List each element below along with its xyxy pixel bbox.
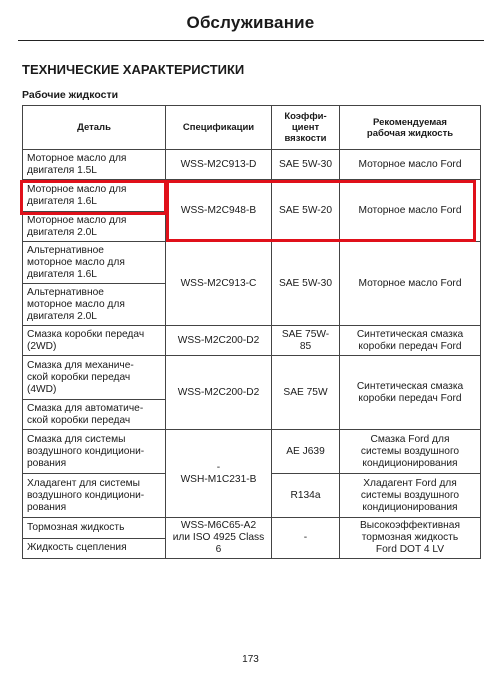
cell-part: Альтернативное моторное масло для двигателя 1.6L (23, 242, 166, 284)
cell-viscosity: R134a (272, 474, 340, 518)
table-row (23, 180, 481, 212)
table-row (23, 150, 481, 180)
table-row (23, 430, 481, 474)
cell-fluid: Высокоэффективная тормозная жидкость Ford DOT 4 LV (340, 518, 481, 559)
table-row (23, 242, 481, 284)
cell-fluid: Моторное масло Ford (340, 242, 481, 326)
cell-spec: WSS-M2C913-D (166, 150, 272, 180)
header-fluid: Рекомендуемая рабочая жидкость (340, 106, 481, 150)
fluids-table (22, 105, 481, 559)
cell-fluid: Смазка Ford для системы воздушного кондиционирования (340, 430, 481, 474)
cell-spec: WSS-M2C948-B (166, 180, 272, 242)
cell-fluid: Синтетическая смазка коробки передач Ford (340, 356, 481, 430)
header-spec: Спецификации (166, 106, 272, 150)
subsection-heading: Рабочие жидкости (22, 89, 119, 101)
cell-spec: - WSH-M1C231-B (166, 430, 272, 518)
table-header-row (23, 106, 481, 150)
cell-part: Моторное масло для двигателя 1.5L (23, 150, 166, 180)
cell-viscosity: SAE 75W- 85 (272, 326, 340, 356)
section-heading: ТЕХНИЧЕСКИЕ ХАРАКТЕРИСТИКИ (22, 62, 245, 77)
cell-spec: WSS-M2C913-C (166, 242, 272, 326)
title-divider (18, 40, 484, 41)
cell-part: Хладагент для системы воздушного кондициони- рования (23, 474, 166, 518)
cell-part: Смазка коробки передач (2WD) (23, 326, 166, 356)
cell-viscosity: SAE 75W (272, 356, 340, 430)
cell-viscosity: AE J639 (272, 430, 340, 474)
cell-viscosity: SAE 5W-30 (272, 150, 340, 180)
cell-viscosity: - (272, 518, 340, 559)
cell-spec: WSS-M2C200-D2 (166, 356, 272, 430)
header-viscosity: Коэффи- циент вязкости (272, 106, 340, 150)
header-part: Деталь (23, 106, 166, 150)
cell-part: Жидкость сцепления (23, 538, 166, 559)
table-row (23, 356, 481, 400)
table-row (23, 326, 481, 356)
page-number: 173 (242, 654, 259, 665)
cell-spec: WSS-M6C65-A2 или ISO 4925 Class 6 (166, 518, 272, 559)
cell-spec: WSS-M2C200-D2 (166, 326, 272, 356)
cell-fluid: Моторное масло Ford (340, 180, 481, 242)
cell-viscosity: SAE 5W-20 (272, 180, 340, 242)
cell-part: Тормозная жидкость (23, 518, 166, 539)
cell-part: Смазка для системы воздушного кондициони- рования (23, 430, 166, 474)
cell-part: Смазка для автоматиче- ской коробки передач (23, 400, 166, 430)
cell-viscosity: SAE 5W-30 (272, 242, 340, 326)
cell-fluid: Хладагент Ford для системы воздушного кондиционирования (340, 474, 481, 518)
cell-part: Моторное масло для двигателя 1.6L (23, 180, 166, 212)
cell-part: Смазка для механиче- ской коробки передач (4WD) (23, 356, 166, 400)
page-title: Обслуживание (186, 13, 315, 32)
cell-fluid: Синтетическая смазка коробки передач Ford (340, 326, 481, 356)
table-row (23, 518, 481, 539)
cell-part: Моторное масло для двигателя 2.0L (23, 212, 166, 242)
cell-fluid: Моторное масло Ford (340, 150, 481, 180)
cell-part: Альтернативное моторное масло для двигателя 2.0L (23, 284, 166, 326)
